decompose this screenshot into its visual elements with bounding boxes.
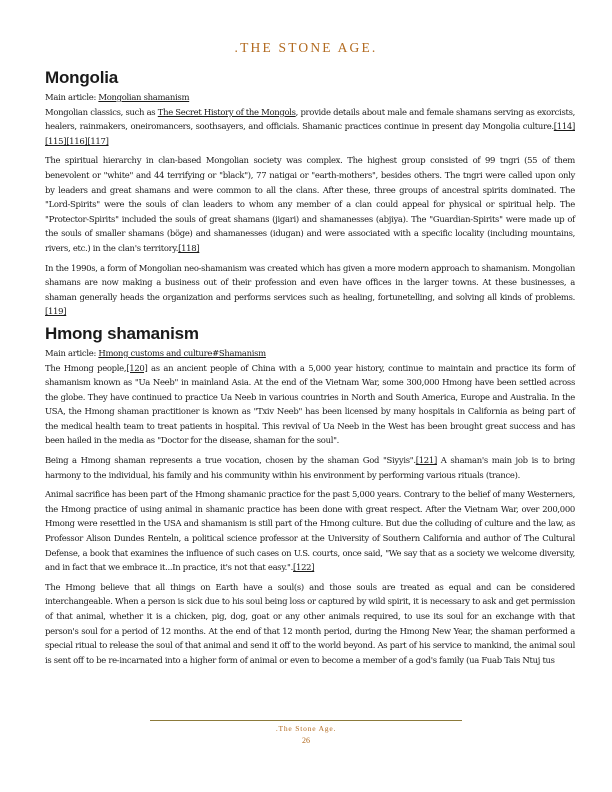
paragraph: Animal sacrifice has been part of the Hmong shamanic practice for the past 5,000 years. Contrary to the belief of many Westerners, the Hmong practice of using animal in shamanic practice has been done with great respect. After the Vietnam War, over 200,000 Hmong were resettled in the USA and shamanism is still part of the Hmong culture. But due the colluding of culture and the law, as Professor Alison Dundes Renteln, a political science professor at the University of Southern California and author of The Cultural Defense, a book that examines the influence of such cases on U.S. courts, once said, "We say that as a society we welcome diversity, and in fact that we embrace it...In practice, it's not that easy.".[122]: [45, 489, 575, 573]
section-heading-mongolia: Mongolia: [45, 68, 118, 87]
paragraph: The Hmong believe that all things on Earth have a soul(s) and those souls are treated as equal and can be considered interchangeable. When a person is sick due to his soul being loss or captured by wild spirit, it is necessary to ask and get permission of that animal, whether it is a chicken, pig, dog, goat or any other animals required, to use its soul for an exchange with that person's soul for a period of 12 months. At the end of that 12 month period, during the Hmong New Year, the shaman performed a special ritual to release the soul of that animal and send it off to the world beyond. As part of his service to mankind, the animal soul is sent off to be re-incarnated into a higher form of animal or even to become a member of a god's family (ua Fuab Tais Ntuj tus: [45, 581, 575, 665]
main-article-note: [45, 346, 575, 361]
main-article-link[interactable]: Mongolian shamanism: [98, 92, 190, 102]
main-article-link[interactable]: Hmong customs and culture#Shamanism: [98, 347, 266, 358]
paragraph: Mongolian classics, such as The Secret History of the Mongols, provide details about male and female shamans serving as exorcists, healers, rainmakers, oneiromancers, soothsayers, and officials. Shamanic practices continue in present day Mongolia culture.[114][115][116][117]: [45, 106, 575, 146]
citation-link[interactable]: [121]: [415, 455, 437, 466]
running-footer: .The Stone Age.: [275, 724, 337, 733]
page-body: [45, 68, 575, 672]
citation-link[interactable]: [120]: [126, 362, 148, 373]
section-heading-hmong: Hmong shamanism: [45, 323, 199, 343]
citation-link[interactable]: [114][115][116][117]: [45, 121, 575, 146]
page-number: 26: [302, 736, 310, 745]
main-article-note: [45, 90, 575, 105]
secret-history-link[interactable]: The Secret History of the Mongols: [157, 106, 296, 117]
paragraph: Being a Hmong shaman represents a true vocation, chosen by the shaman God "Siyyis".[121] A shaman's main job is to bring harmony to the individual, his family and his community within his environment by performing various rituals (trance).: [45, 455, 575, 480]
main-article-prefix: Main article:: [45, 92, 99, 102]
main-article-prefix: Main article:: [45, 347, 99, 358]
citation-link[interactable]: [118]: [178, 242, 200, 253]
footer-divider: [150, 720, 462, 721]
paragraph: The spiritual hierarchy in clan-based Mongolian society was complex. The highest group consisted of 99 tngri (55 of them benevolent or "white" and 44 terrifying or "black"), 77 natigai or "earth-mothers", besides others. The tngri were called upon only by leaders and great shamans and were common to all the clans. After these, three groups of ancestral spirits dominated. The "Lord-Spirits" were the souls of clan leaders to whom any member of a clan could appeal for physical or spiritual help. The "Protector-Spirits" included the souls of great shamans (jigari) and shamanesses (abjiya). The "Guardian-Spirits" were made up of the souls of smaller shamans (böge) and shamanesses (idugan) and were associated with a specific locality (including mountains, rivers, etc.) in the clan's territory.[118]: [45, 155, 575, 253]
paragraph: The Hmong people,[120] as an ancient people of China with a 5,000 year history, continue to maintain and practice its form of shamanism known as "Ua Neeb" in mainland Asia. At the end of the Vietnam War, some 300,000 Hmong have been settled across the globe. They have continued to practice Ua Neeb in various countries in North and South America, Europe and Australia. In the USA, the Hmong shaman practitioner is known as "Txiv Neeb" has been licensed by many hospitals in California as being part of the medical health team to treat patients in hospital. This revival of Ua Neeb in the West has been brought great success and has been hailed in the media as "Doctor for the disease, shaman for the soul".: [45, 362, 576, 446]
citation-link[interactable]: [119]: [45, 306, 67, 317]
paragraph: In the 1990s, a form of Mongolian neo-shamanism was created which has given a more modern approach to shamanism. Mongolian shamans are now making a business out of their profession and even have offices in the larger towns. At these businesses, a shaman generally heads the organization and performs services such as healing, fortunetelling, and solving all kinds of problems.[119]: [45, 262, 575, 317]
citation-link[interactable]: [122]: [293, 562, 315, 573]
running-header: .THE STONE AGE.: [234, 40, 378, 55]
